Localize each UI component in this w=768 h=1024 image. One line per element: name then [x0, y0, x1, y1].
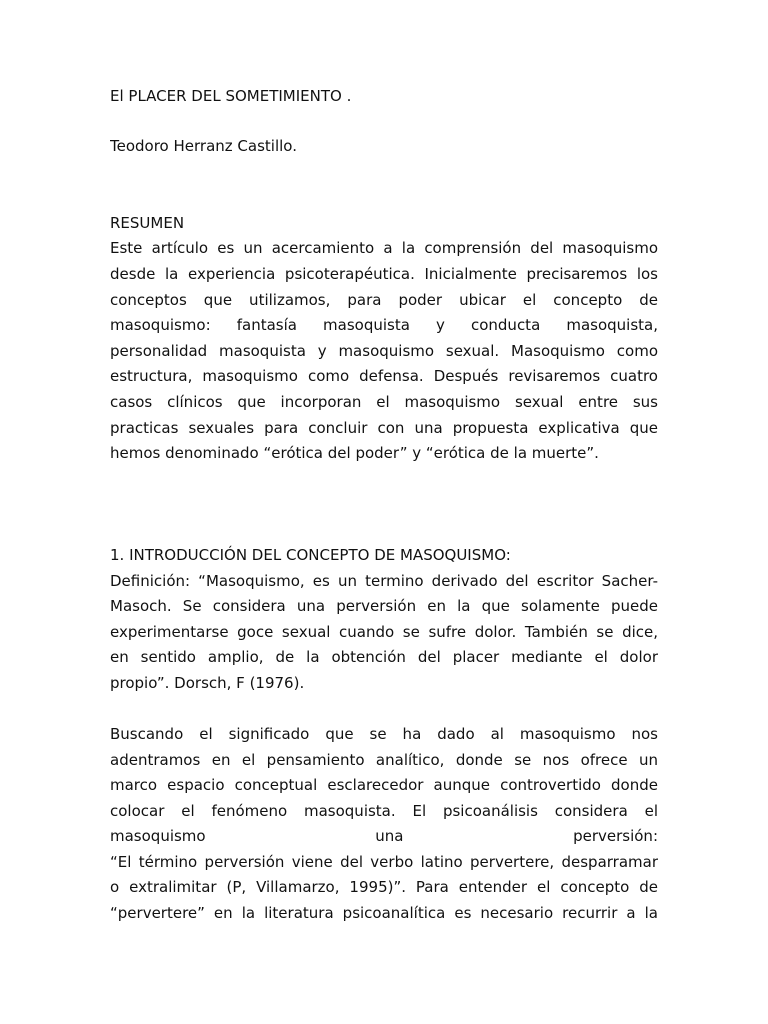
- definition-line: en sentido amplio, de la obtención del placer mediante el dolor: [110, 648, 658, 666]
- body-line: colocar el fenómeno masoquista. El psicoanálisis considera el: [110, 802, 658, 820]
- body-line: marco espacio conceptual esclarecedor aunque controvertido donde: [110, 776, 658, 794]
- abstract-line: desde la experiencia psicoterapéutica. Inicialmente precisaremos los: [110, 265, 658, 283]
- document-title: El PLACER DEL SOMETIMIENTO .: [110, 87, 352, 105]
- definition-line: propio”. Dorsch, F (1976).: [110, 674, 305, 692]
- body-line: “pervertere” en la literatura psicoanalítica es necesario recurrir a la: [110, 904, 658, 922]
- abstract-line: personalidad masoquista y masoquismo sexual. Masoquismo como: [110, 342, 658, 360]
- definition-line: Definición: “Masoquismo, es un termino derivado del escritor Sacher-: [110, 572, 658, 590]
- abstract-line: Este artículo es un acercamiento a la comprensión del masoquismo: [110, 239, 658, 257]
- body-line: Buscando el significado que se ha dado al masoquismo nos: [110, 725, 658, 743]
- section-heading: 1. INTRODUCCIÓN DEL CONCEPTO DE MASOQUISMO:: [110, 546, 511, 564]
- abstract-line: conceptos que utilizamos, para poder ubicar el concepto de: [110, 291, 658, 309]
- body-line: “El término perversión viene del verbo latino pervertere, desparramar: [110, 853, 658, 871]
- body-line: masoquismo una perversión:: [110, 827, 658, 845]
- definition-line: experimentarse goce sexual cuando se sufre dolor. También se dice,: [110, 623, 658, 641]
- document-page: [110, 0, 658, 1024]
- abstract-line: practicas sexuales para concluir con una propuesta explicativa que: [110, 419, 658, 437]
- body-line: o extralimitar (P, Villamarzo, 1995)”. Para entender el concepto de: [110, 878, 658, 896]
- body-line: adentramos en el pensamiento analítico, donde se nos ofrece un: [110, 751, 658, 769]
- abstract-line: estructura, masoquismo como defensa. Después revisaremos cuatro: [110, 367, 658, 385]
- abstract-line: masoquismo: fantasía masoquista y conducta masoquista,: [110, 316, 658, 334]
- abstract-line: casos clínicos que incorporan el masoquismo sexual entre sus: [110, 393, 658, 411]
- abstract-heading: RESUMEN: [110, 214, 185, 232]
- definition-line: Masoch. Se considera una perversión en la que solamente puede: [110, 597, 658, 615]
- document-author: Teodoro Herranz Castillo.: [110, 137, 297, 155]
- abstract-line: hemos denominado “erótica del poder” y “erótica de la muerte”.: [110, 444, 599, 462]
